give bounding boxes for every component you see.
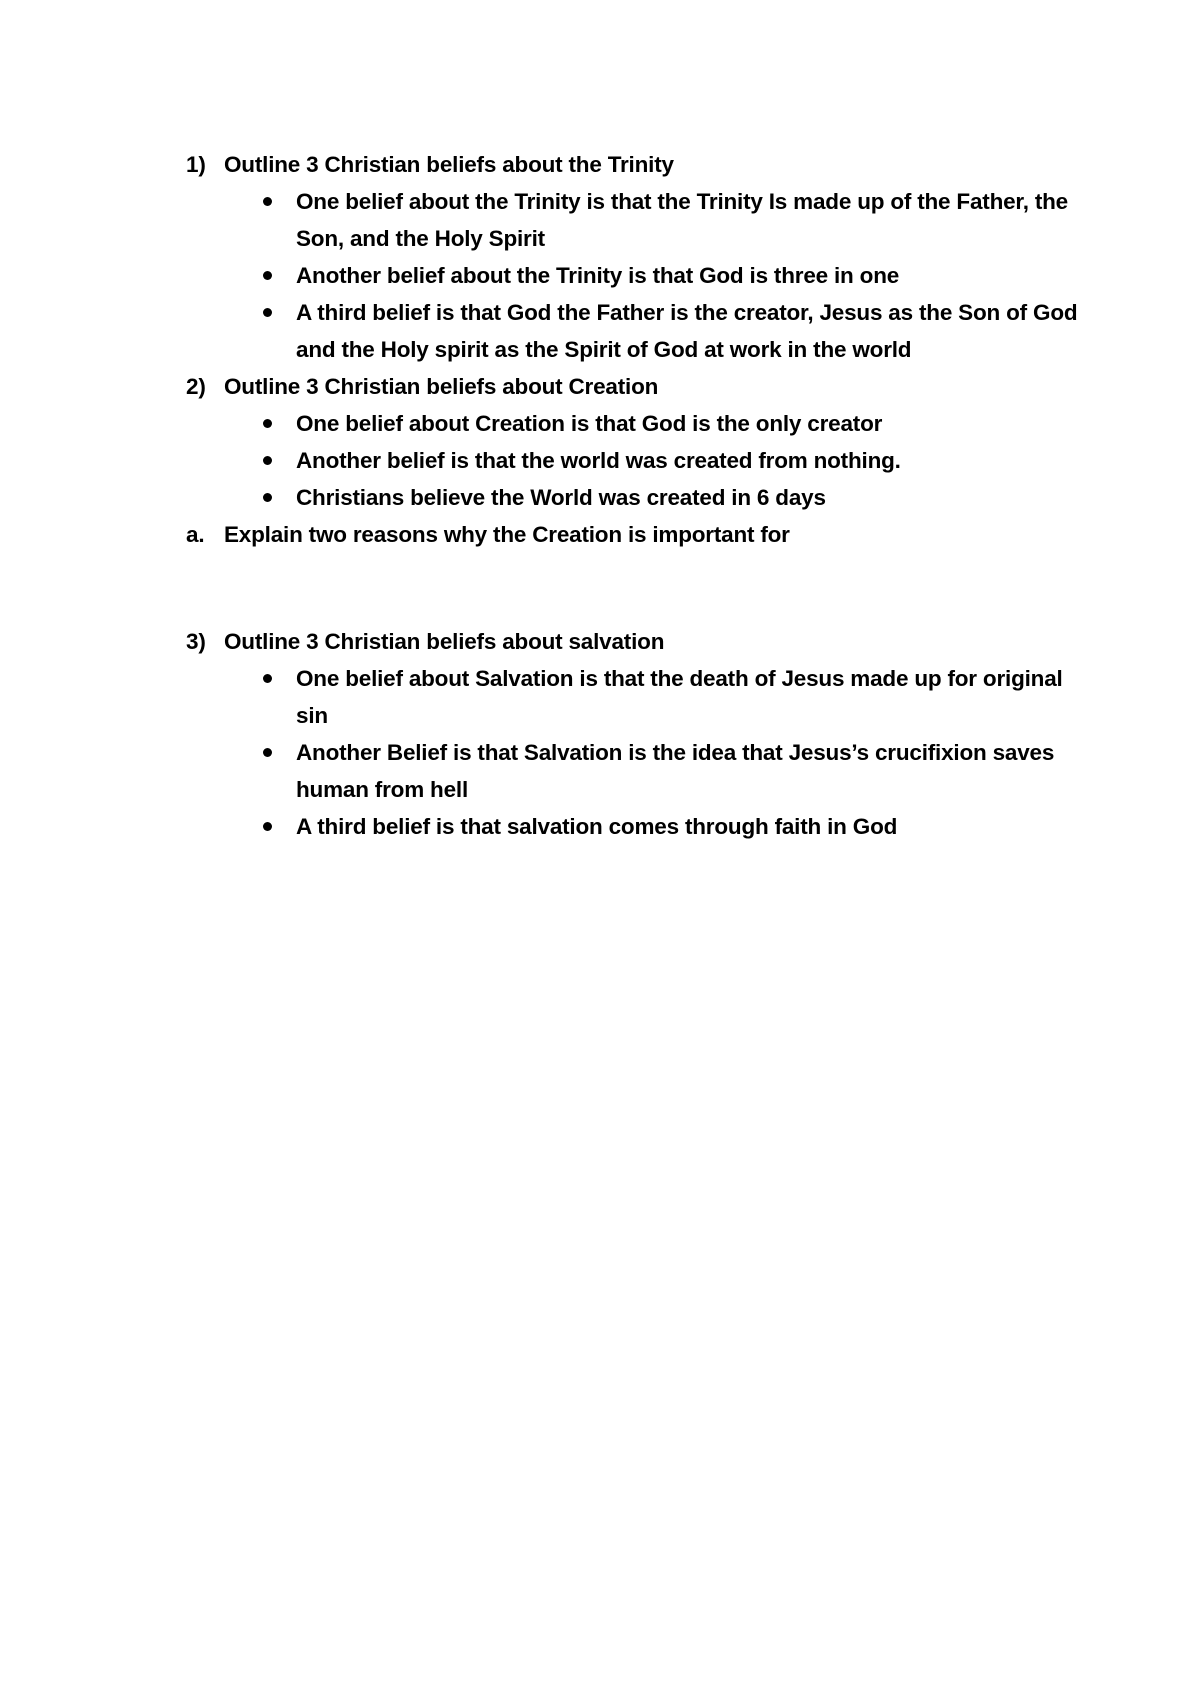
- bullet-dot-icon: [263, 197, 272, 206]
- answer-list: [186, 660, 1096, 845]
- question-1: [186, 146, 1086, 368]
- bullet-dot-icon: [263, 822, 272, 831]
- question-2: [186, 368, 1086, 516]
- answer-list: [186, 183, 1096, 368]
- answer-text: Another belief is that the world was created from nothing.: [296, 448, 901, 473]
- answer-text: One belief about the Trinity is that the Trinity Is made up of the Father, the Son, and the Holy Spirit: [296, 189, 1068, 251]
- question-title: Outline 3 Christian beliefs about salvation: [224, 629, 665, 654]
- answer-bullet: [296, 442, 1096, 479]
- bullet-dot-icon: [263, 308, 272, 317]
- answer-bullet: [296, 257, 1096, 294]
- question-title: Outline 3 Christian beliefs about Creation: [224, 374, 659, 399]
- answer-bullet: [296, 660, 1096, 734]
- question-number: 2): [186, 374, 206, 399]
- answer-text: Christians believe the World was created in 6 days: [296, 485, 826, 510]
- question-3: [186, 623, 1086, 845]
- bullet-dot-icon: [263, 748, 272, 757]
- sub-question-a: [186, 516, 1086, 553]
- sub-question-text: Explain two reasons why the Creation is important for: [224, 522, 790, 547]
- answer-text: One belief about Creation is that God is the only creator: [296, 411, 883, 436]
- answer-bullet: [296, 294, 1096, 368]
- answer-bullet: [296, 183, 1096, 257]
- sub-question-letter: a.: [186, 522, 205, 547]
- answer-text: Another belief about the Trinity is that God is three in one: [296, 263, 900, 288]
- answer-text: Another Belief is that Salvation is the idea that Jesus’s crucifixion saves human from hell: [296, 740, 1055, 802]
- answer-bullet: [296, 808, 1096, 845]
- answer-bullet: [296, 734, 1096, 808]
- answer-text: A third belief is that God the Father is the creator, Jesus as the Son of God and the Holy spirit as the Spirit of God at work in the world: [296, 300, 1078, 362]
- bullet-dot-icon: [263, 419, 272, 428]
- answer-list: [186, 405, 1096, 516]
- answer-bullet: [296, 479, 1096, 516]
- bullet-dot-icon: [263, 456, 272, 465]
- answer-bullet: [296, 405, 1096, 442]
- question-number: 3): [186, 629, 206, 654]
- bullet-dot-icon: [263, 493, 272, 502]
- bullet-dot-icon: [263, 674, 272, 683]
- bullet-dot-icon: [263, 271, 272, 280]
- document-body: [186, 146, 1086, 845]
- answer-text: A third belief is that salvation comes through faith in God: [296, 814, 898, 839]
- question-title: Outline 3 Christian beliefs about the Trinity: [224, 152, 674, 177]
- question-number: 1): [186, 152, 206, 177]
- blank-space: [186, 553, 1086, 623]
- answer-text: One belief about Salvation is that the death of Jesus made up for original sin: [296, 666, 1063, 728]
